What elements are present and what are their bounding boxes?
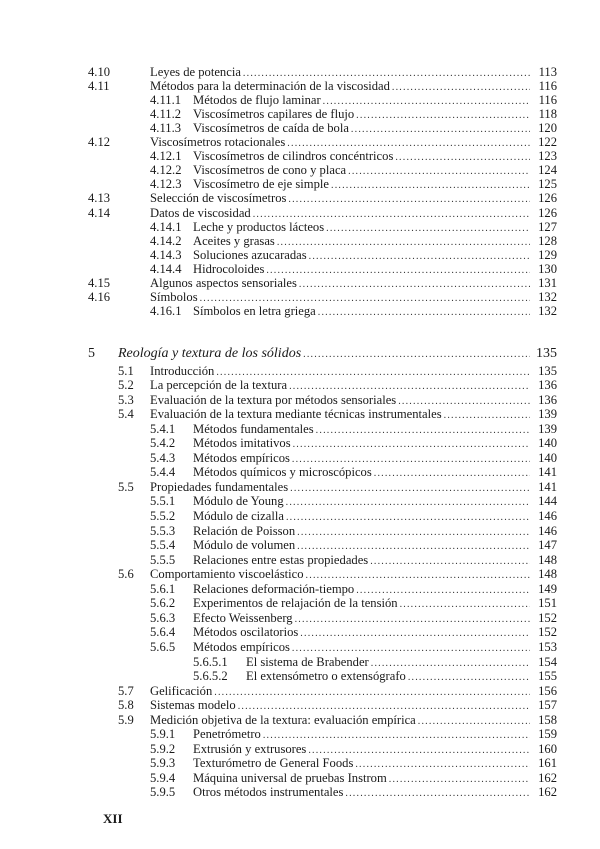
entry-page: 118 bbox=[538, 107, 557, 122]
entry-title: Métodos empíricos bbox=[193, 639, 290, 654]
entry-title: Propiedades fundamentales bbox=[150, 479, 289, 494]
toc-entry[interactable] bbox=[0, 234, 600, 248]
entry-page: 127 bbox=[538, 219, 557, 234]
toc-entry[interactable] bbox=[0, 655, 600, 669]
entry-number: 5.6.1 bbox=[150, 581, 176, 596]
entry-number: 5.6 bbox=[118, 567, 134, 582]
toc-entry[interactable] bbox=[0, 785, 600, 799]
toc-entry[interactable] bbox=[0, 756, 600, 770]
toc-entry[interactable] bbox=[0, 79, 600, 93]
entry-page: 132 bbox=[538, 289, 557, 304]
toc-entry[interactable] bbox=[0, 65, 600, 79]
entry-page: 135 bbox=[538, 363, 557, 378]
toc-entry[interactable] bbox=[0, 596, 600, 610]
entry-number: 4.11 bbox=[88, 79, 110, 94]
entry-number: 4.14.1 bbox=[150, 219, 182, 234]
entry-page: 147 bbox=[538, 538, 557, 553]
entry-number: 5.7 bbox=[118, 683, 134, 698]
entry-number: 4.16 bbox=[88, 289, 111, 304]
entry-page: 159 bbox=[538, 727, 557, 742]
entry-page: 146 bbox=[538, 523, 557, 538]
entry-title: Leyes de potencia bbox=[150, 65, 241, 79]
entry-page: 120 bbox=[538, 121, 557, 136]
entry-title: Viscosímetro de eje simple bbox=[193, 177, 329, 192]
entry-number: 4.12.3 bbox=[150, 177, 182, 192]
entry-page: 113 bbox=[538, 65, 557, 79]
toc-entry[interactable] bbox=[0, 494, 600, 508]
entry-number: 5.3 bbox=[118, 392, 134, 407]
toc-entry[interactable] bbox=[0, 451, 600, 465]
entry-title: Relaciones entre estas propiedades bbox=[193, 552, 369, 567]
toc-entry[interactable] bbox=[0, 177, 600, 191]
toc-entry[interactable] bbox=[0, 378, 600, 392]
entry-title: Viscosímetros de cilindros concéntricos bbox=[193, 149, 394, 164]
entry-number: 4.14.4 bbox=[150, 261, 182, 276]
entry-number: 5.5.1 bbox=[150, 494, 176, 509]
entry-title: Viscosímetros rotacionales bbox=[150, 135, 286, 150]
toc-entry[interactable] bbox=[0, 393, 600, 407]
toc-entry[interactable] bbox=[0, 149, 600, 163]
entry-page: 141 bbox=[538, 465, 557, 480]
entry-page: 152 bbox=[538, 625, 557, 640]
entry-title: Métodos químicos y microscópicos bbox=[193, 465, 372, 480]
entry-number: 4.11.2 bbox=[150, 107, 182, 122]
entry-page: 157 bbox=[538, 698, 557, 713]
entry-number: 5.5.3 bbox=[150, 523, 176, 538]
entry-page: 126 bbox=[538, 205, 557, 220]
toc-entry[interactable] bbox=[0, 121, 600, 135]
entry-page: 155 bbox=[538, 669, 557, 684]
entry-title: Métodos imitativos bbox=[193, 436, 291, 451]
entry-number: 5.5.2 bbox=[150, 509, 176, 523]
entry-page: 131 bbox=[538, 275, 557, 290]
entry-title: Máquina universal de pruebas Instrom bbox=[193, 770, 387, 785]
entry-number: 5.6.5.2 bbox=[193, 669, 228, 684]
entry-page: 160 bbox=[538, 741, 557, 756]
entry-title: Introducción bbox=[150, 363, 215, 378]
entry-title: Métodos fundamentales bbox=[193, 421, 314, 436]
toc-entry[interactable] bbox=[0, 364, 600, 378]
toc-entry[interactable] bbox=[0, 727, 600, 741]
entry-page: 124 bbox=[538, 163, 557, 178]
entry-title: Símbolos bbox=[150, 289, 198, 304]
entry-number: 5.4.4 bbox=[150, 465, 176, 480]
entry-number: 5.6.3 bbox=[150, 610, 176, 625]
entry-page: 139 bbox=[538, 421, 557, 436]
entry-number: 4.10 bbox=[88, 65, 111, 79]
entry-title: Métodos de flujo laminar bbox=[193, 93, 321, 108]
entry-page: 140 bbox=[538, 436, 557, 451]
entry-title: Reología y textura de los sólidos bbox=[118, 346, 302, 361]
entry-number: 5.9.5 bbox=[150, 785, 176, 800]
entry-title: Medición objetiva de la textura: evaluación empírica bbox=[150, 712, 416, 727]
toc-entry[interactable] bbox=[0, 567, 600, 581]
entry-number: 5.9.1 bbox=[150, 727, 176, 742]
toc-entry[interactable] bbox=[0, 93, 600, 107]
entry-title: El sistema de Brabender bbox=[246, 654, 369, 669]
entry-page: 122 bbox=[538, 135, 557, 150]
entry-page: 146 bbox=[538, 509, 557, 523]
entry-number: 5 bbox=[88, 346, 95, 361]
toc-chapter-entry[interactable] bbox=[0, 347, 600, 361]
entry-title: Evaluación de la textura por métodos sensoriales bbox=[150, 392, 397, 407]
toc-entry[interactable] bbox=[0, 163, 600, 177]
entry-number: 5.9.2 bbox=[150, 741, 176, 756]
entry-page: 153 bbox=[538, 639, 557, 654]
entry-number: 4.12.1 bbox=[150, 149, 182, 164]
entry-title: Relación de Poisson bbox=[193, 523, 296, 538]
entry-number: 5.6.4 bbox=[150, 625, 176, 640]
toc-entry[interactable] bbox=[0, 538, 600, 552]
entry-page: 148 bbox=[538, 567, 557, 582]
entry-number: 5.5.4 bbox=[150, 538, 176, 553]
dot-leader bbox=[318, 306, 530, 320]
entry-title: Relaciones deformación-tiempo bbox=[193, 581, 355, 596]
entry-title: Módulo de cizalla bbox=[193, 509, 284, 523]
entry-number: 4.15 bbox=[88, 275, 111, 290]
entry-title: Experimentos de relajación de la tensión bbox=[193, 596, 398, 611]
toc-entry[interactable] bbox=[0, 220, 600, 234]
toc-entry[interactable] bbox=[0, 290, 600, 304]
entry-title: El extensómetro o extensógrafo bbox=[246, 669, 406, 684]
entry-number: 4.11.1 bbox=[150, 93, 182, 108]
entry-number: 4.14.3 bbox=[150, 247, 182, 262]
toc-entry[interactable] bbox=[0, 480, 600, 494]
entry-title: Penetrómetro bbox=[193, 727, 261, 742]
entry-title: Viscosímetros de cono y placa bbox=[193, 163, 347, 178]
toc-entry[interactable] bbox=[0, 742, 600, 756]
toc-entry[interactable] bbox=[0, 771, 600, 785]
entry-page: 126 bbox=[538, 191, 557, 206]
entry-number: 5.5.5 bbox=[150, 552, 176, 567]
entry-page: 116 bbox=[538, 93, 557, 108]
entry-title: Leche y productos lácteos bbox=[193, 219, 325, 234]
entry-page: 156 bbox=[538, 683, 557, 698]
entry-title: Soluciones azucaradas bbox=[193, 247, 307, 262]
entry-title: Aceites y grasas bbox=[193, 233, 275, 248]
entry-page: 152 bbox=[538, 610, 557, 625]
entry-number: 5.8 bbox=[118, 698, 134, 713]
toc-entry[interactable] bbox=[0, 640, 600, 654]
entry-title: Viscosímetros de caída de bola bbox=[193, 121, 349, 136]
toc-entry[interactable] bbox=[0, 669, 600, 683]
entry-page: 141 bbox=[538, 479, 557, 494]
toc-entry[interactable] bbox=[0, 509, 600, 523]
toc-entry[interactable] bbox=[0, 191, 600, 205]
toc-entry[interactable] bbox=[0, 713, 600, 727]
entry-page: 132 bbox=[538, 303, 557, 318]
page-number: XII bbox=[103, 811, 123, 826]
entry-page: 139 bbox=[538, 407, 557, 422]
entry-title: Viscosímetros capilares de flujo bbox=[193, 107, 355, 122]
entry-page: 140 bbox=[538, 450, 557, 465]
toc-entry[interactable] bbox=[0, 135, 600, 149]
entry-page: 149 bbox=[538, 581, 557, 596]
entry-title: Módulo de volumen bbox=[193, 538, 296, 553]
toc-entry[interactable] bbox=[0, 698, 600, 712]
entry-number: 5.1 bbox=[118, 363, 134, 378]
entry-number: 4.14.2 bbox=[150, 233, 182, 248]
entry-page: 123 bbox=[538, 149, 557, 164]
entry-title: La percepción de la textura bbox=[150, 378, 288, 393]
entry-title: Métodos empíricos bbox=[193, 450, 290, 465]
entry-number: 5.9 bbox=[118, 712, 134, 727]
entry-page: 130 bbox=[538, 261, 557, 276]
entry-number: 5.4 bbox=[118, 407, 134, 422]
entry-title: Módulo de Young bbox=[193, 494, 284, 509]
entry-page: 128 bbox=[538, 233, 557, 248]
entry-title: Efecto Weissenberg bbox=[193, 610, 293, 625]
toc-entry[interactable] bbox=[0, 524, 600, 538]
entry-page: 136 bbox=[538, 392, 557, 407]
toc-entry[interactable] bbox=[0, 107, 600, 121]
entry-page: 161 bbox=[538, 756, 557, 771]
entry-page: 116 bbox=[538, 79, 557, 94]
entry-title: Evaluación de la textura mediante técnicas instrumentales bbox=[150, 407, 442, 422]
toc-entry[interactable] bbox=[0, 248, 600, 262]
entry-number: 4.12.2 bbox=[150, 163, 182, 178]
entry-number: 5.2 bbox=[118, 378, 134, 393]
entry-number: 5.9.4 bbox=[150, 770, 176, 785]
entry-title: Métodos para la determinación de la viscosidad bbox=[150, 79, 390, 94]
entry-title: Datos de viscosidad bbox=[150, 205, 251, 220]
toc-entry[interactable] bbox=[0, 407, 600, 421]
toc-entry[interactable] bbox=[0, 436, 600, 450]
entry-title: Símbolos en letra griega bbox=[193, 303, 316, 318]
entry-number: 5.6.5.1 bbox=[193, 654, 228, 669]
entry-title: Algunos aspectos sensoriales bbox=[150, 275, 297, 290]
entry-page: 135 bbox=[536, 346, 557, 361]
entry-page: 125 bbox=[538, 177, 557, 192]
toc-entry[interactable] bbox=[0, 206, 600, 220]
toc-entry[interactable] bbox=[0, 465, 600, 479]
entry-title: Métodos oscilatorios bbox=[193, 625, 299, 640]
dot-leader bbox=[303, 348, 530, 362]
entry-title: Hidrocoloides bbox=[193, 261, 265, 276]
entry-page: 162 bbox=[538, 785, 557, 800]
entry-number: 4.11.3 bbox=[150, 121, 182, 136]
entry-title: Comportamiento viscoelástico bbox=[150, 567, 304, 582]
entry-number: 4.14 bbox=[88, 205, 111, 220]
toc-entry[interactable] bbox=[0, 276, 600, 290]
entry-page: 148 bbox=[538, 552, 557, 567]
entry-number: 5.5 bbox=[118, 479, 134, 494]
entry-page: 151 bbox=[538, 596, 557, 611]
entry-page: 158 bbox=[538, 712, 557, 727]
entry-page: 136 bbox=[538, 378, 557, 393]
toc-entry[interactable] bbox=[0, 422, 600, 436]
toc-entry[interactable] bbox=[0, 625, 600, 639]
entry-title: Gelificación bbox=[150, 683, 213, 698]
entry-page: 162 bbox=[538, 770, 557, 785]
entry-number: 4.13 bbox=[88, 191, 111, 206]
entry-number: 4.12 bbox=[88, 135, 111, 150]
dot-leader bbox=[345, 787, 530, 801]
entry-number: 5.6.2 bbox=[150, 596, 176, 611]
toc-entry[interactable] bbox=[0, 611, 600, 625]
entry-number: 5.6.5 bbox=[150, 639, 176, 654]
entry-number: 4.16.1 bbox=[150, 303, 182, 318]
entry-page: 129 bbox=[538, 247, 557, 262]
entry-page: 144 bbox=[538, 494, 557, 509]
entry-number: 5.9.3 bbox=[150, 756, 176, 771]
entry-number: 5.4.3 bbox=[150, 450, 176, 465]
entry-title: Texturómetro de General Foods bbox=[193, 756, 354, 771]
entry-title: Sistemas modelo bbox=[150, 698, 236, 713]
entry-title: Otros métodos instrumentales bbox=[193, 785, 344, 800]
entry-number: 5.4.2 bbox=[150, 436, 176, 451]
entry-number: 5.4.1 bbox=[150, 421, 176, 436]
toc-entry[interactable] bbox=[0, 262, 600, 276]
toc-entry[interactable] bbox=[0, 553, 600, 567]
entry-title: Selección de viscosímetros bbox=[150, 191, 287, 206]
entry-page: 154 bbox=[538, 654, 557, 669]
toc-entry[interactable] bbox=[0, 684, 600, 698]
toc-entry[interactable] bbox=[0, 304, 600, 318]
toc-entry[interactable] bbox=[0, 582, 600, 596]
entry-title: Extrusión y extrusores bbox=[193, 741, 307, 756]
